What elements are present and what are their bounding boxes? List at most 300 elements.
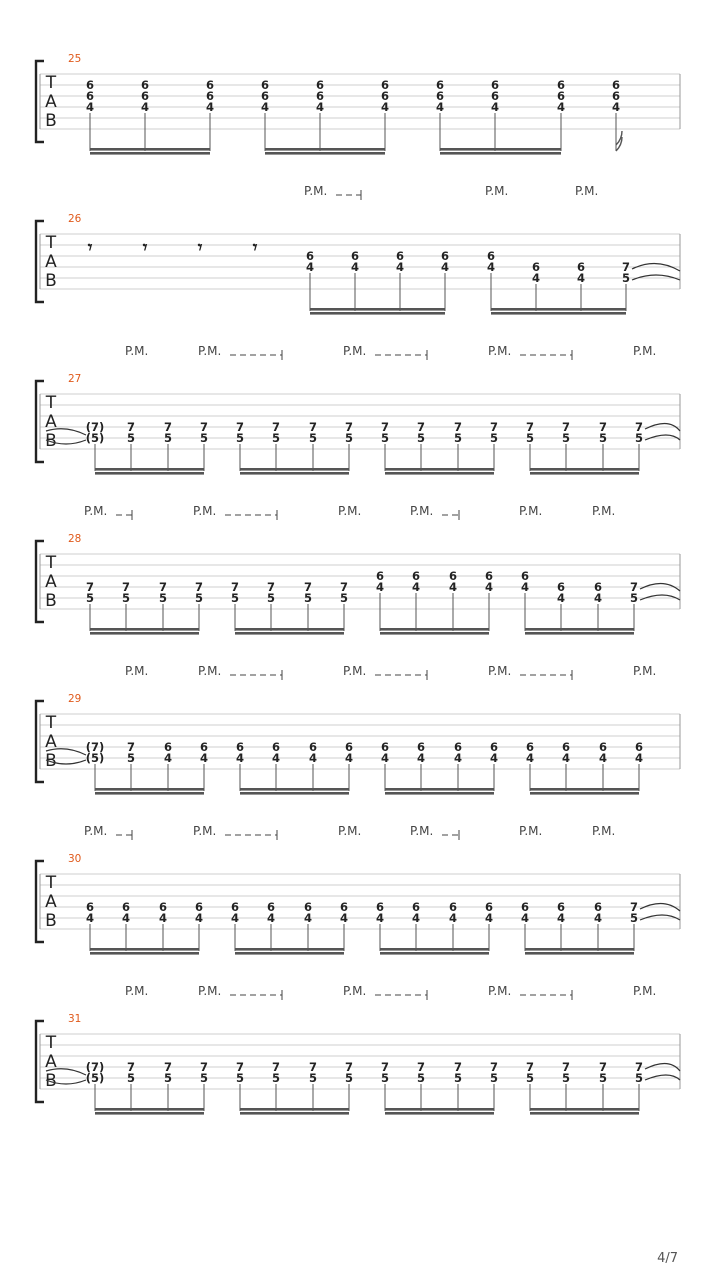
beam [95, 472, 204, 475]
fret-number: (7) [85, 420, 105, 434]
fret-number: 7 [489, 1060, 499, 1074]
fret-number: 4 [411, 911, 421, 925]
beam [310, 312, 445, 315]
fret-number: 4 [440, 260, 450, 274]
fret-number: 6 [435, 78, 445, 92]
fret-number: 6 [411, 569, 421, 583]
fret-number: 7 [235, 420, 245, 434]
fret-number: 4 [593, 591, 603, 605]
fret-number: 6 [556, 89, 566, 103]
beam [525, 952, 634, 955]
fret-number: 5 [308, 1071, 318, 1085]
fret-number: 4 [344, 751, 354, 765]
fret-number: 6 [561, 740, 571, 754]
fret-number: 5 [629, 591, 639, 605]
fret-number: 4 [350, 260, 360, 274]
tab-system [36, 504, 680, 635]
palm-mute-label: P.M. [488, 344, 512, 358]
fret-number: 4 [634, 751, 644, 765]
fret-number: 6 [85, 78, 95, 92]
tab-clef-letter: T [45, 393, 57, 413]
fret-number: 4 [395, 260, 405, 274]
fret-number: 7 [561, 1060, 571, 1074]
fret-number: 6 [235, 740, 245, 754]
measure-number: 26 [68, 213, 82, 225]
fret-number: 6 [163, 740, 173, 754]
beam [440, 152, 561, 155]
fret-number: 7 [126, 740, 136, 754]
fret-number: 4 [375, 580, 385, 594]
fret-number: 4 [486, 260, 496, 274]
palm-mute-label: P.M. [485, 184, 509, 198]
fret-number: 4 [561, 751, 571, 765]
fret-number: 7 [271, 420, 281, 434]
tab-clef-letter: B [45, 431, 57, 451]
fret-number: 5 [561, 431, 571, 445]
fret-number: 6 [525, 740, 535, 754]
fret-number: 6 [308, 740, 318, 754]
fret-number: 7 [416, 1060, 426, 1074]
fret-number: 4 [85, 100, 95, 114]
fret-number: 6 [260, 78, 270, 92]
beam [240, 1108, 349, 1111]
fret-number: 7 [235, 1060, 245, 1074]
fret-number: 4 [271, 751, 281, 765]
beam [525, 628, 634, 631]
fret-number: 6 [158, 900, 168, 914]
fret-number: 4 [235, 751, 245, 765]
fret-number: 5 [525, 1071, 535, 1085]
fret-number: 5 [598, 1071, 608, 1085]
beam [265, 152, 385, 155]
beam [95, 788, 204, 791]
fret-number: 5 [634, 1071, 644, 1085]
palm-mute-label: P.M. [304, 184, 328, 198]
fret-number: 6 [593, 580, 603, 594]
beam [240, 468, 349, 471]
tab-clef-letter: T [45, 873, 57, 893]
fret-number: 4 [576, 271, 586, 285]
palm-mute-label: P.M. [338, 824, 362, 838]
fret-number: 5 [126, 1071, 136, 1085]
fret-number: 4 [484, 911, 494, 925]
fret-number: 4 [435, 100, 445, 114]
fret-number: 4 [303, 911, 313, 925]
eighth-rest: 𝄾 [142, 238, 148, 258]
fret-number: 7 [308, 1060, 318, 1074]
fret-number: 6 [344, 740, 354, 754]
fret-number: 5 [489, 1071, 499, 1085]
fret-number: 7 [416, 420, 426, 434]
fret-number: (5) [85, 1071, 105, 1085]
palm-mute-label: P.M. [193, 824, 217, 838]
palm-mute-label: P.M. [519, 824, 543, 838]
beam [385, 1108, 494, 1111]
fret-number: 6 [484, 569, 494, 583]
beam [90, 948, 199, 951]
fret-number: 5 [235, 431, 245, 445]
tab-system [36, 184, 680, 315]
fret-number: 5 [621, 271, 631, 285]
eighth-rest: 𝄾 [252, 238, 258, 258]
beam [440, 148, 561, 151]
measure-number: 25 [68, 53, 82, 65]
fret-number: 6 [271, 740, 281, 754]
beam [265, 148, 385, 151]
tab-clef-letter: B [45, 751, 57, 771]
beam [235, 628, 344, 631]
palm-mute-label: P.M. [125, 984, 149, 998]
fret-number: 4 [158, 911, 168, 925]
fret-number: 6 [611, 78, 621, 92]
fret-number: 6 [484, 900, 494, 914]
fret-number: 6 [489, 740, 499, 754]
fret-number: 7 [634, 1060, 644, 1074]
palm-mute-label: P.M. [84, 824, 108, 838]
fret-number: 7 [199, 420, 209, 434]
fret-number: 6 [556, 580, 566, 594]
beam [385, 472, 494, 475]
fret-number: 6 [490, 78, 500, 92]
palm-mute-label: P.M. [84, 504, 108, 518]
fret-number: 6 [85, 89, 95, 103]
tab-clef-letter: T [45, 553, 57, 573]
fret-number: 7 [598, 420, 608, 434]
beam [385, 788, 494, 791]
palm-mute-label: P.M. [125, 664, 149, 678]
measure-number: 29 [68, 693, 82, 705]
tab-clef-letter: B [45, 911, 57, 931]
beam [491, 312, 626, 315]
fret-number: 5 [230, 591, 240, 605]
fret-number: 4 [520, 580, 530, 594]
beam [530, 472, 639, 475]
fret-number: 4 [140, 100, 150, 114]
fret-number: 4 [556, 100, 566, 114]
beam [310, 308, 445, 311]
fret-number: 7 [380, 1060, 390, 1074]
tab-system [36, 984, 680, 1115]
palm-mute-label: P.M. [519, 504, 543, 518]
fret-number: 4 [556, 911, 566, 925]
fret-number: 6 [339, 900, 349, 914]
fret-number: 4 [380, 751, 390, 765]
fret-number: 4 [520, 911, 530, 925]
fret-number: 5 [85, 591, 95, 605]
palm-mute-label: P.M. [410, 824, 434, 838]
beam [235, 632, 344, 635]
fret-number: 4 [194, 911, 204, 925]
fret-number: 5 [339, 591, 349, 605]
tab-clef-letter: A [45, 252, 57, 272]
fret-number: 5 [629, 911, 639, 925]
fret-number: 7 [380, 420, 390, 434]
fret-number: 5 [525, 431, 535, 445]
fret-number: 6 [593, 900, 603, 914]
fret-number: 6 [380, 89, 390, 103]
fret-number: 7 [303, 580, 313, 594]
fret-number: 5 [489, 431, 499, 445]
fret-number: 4 [411, 580, 421, 594]
palm-mute-label: P.M. [575, 184, 599, 198]
fret-number: 7 [121, 580, 131, 594]
fret-number: 6 [448, 569, 458, 583]
measure-number: 27 [68, 373, 82, 385]
fret-number: 4 [380, 100, 390, 114]
fret-number: 7 [629, 900, 639, 914]
fret-number: 4 [315, 100, 325, 114]
tab-system [36, 344, 680, 475]
fret-number: 5 [416, 1071, 426, 1085]
fret-number: 6 [576, 260, 586, 274]
tab-clef-letter: A [45, 732, 57, 752]
beam [530, 788, 639, 791]
fret-number: 6 [315, 89, 325, 103]
beam [95, 1112, 204, 1115]
fret-number: 4 [416, 751, 426, 765]
tab-clef-letter: B [45, 591, 57, 611]
beam [90, 628, 199, 631]
palm-mute-label: P.M. [338, 504, 362, 518]
fret-number: 6 [453, 740, 463, 754]
fret-number: 7 [163, 1060, 173, 1074]
measure-number: 30 [68, 853, 82, 865]
fret-number: 6 [520, 569, 530, 583]
fret-number: 6 [85, 900, 95, 914]
palm-mute-label: P.M. [198, 664, 222, 678]
fret-number: 5 [163, 1071, 173, 1085]
palm-mute-label: P.M. [198, 344, 222, 358]
tab-clef-letter: A [45, 1052, 57, 1072]
fret-number: 4 [121, 911, 131, 925]
tab-system [36, 664, 680, 795]
fret-number: 7 [230, 580, 240, 594]
beam [385, 1112, 494, 1115]
fret-number: 6 [395, 249, 405, 263]
palm-mute-label: P.M. [198, 984, 222, 998]
beam [525, 632, 634, 635]
fret-number: 4 [308, 751, 318, 765]
fret-number: 6 [380, 78, 390, 92]
fret-number: 7 [344, 1060, 354, 1074]
fret-number: 6 [490, 89, 500, 103]
palm-mute-label: P.M. [633, 984, 657, 998]
fret-number: 5 [126, 751, 136, 765]
fret-number: 7 [598, 1060, 608, 1074]
fret-number: (7) [85, 1060, 105, 1074]
tab-system [36, 53, 680, 155]
beam [530, 468, 639, 471]
eighth-rest: 𝄾 [197, 238, 203, 258]
beam [95, 792, 204, 795]
tab-clef-letter: B [45, 111, 57, 131]
fret-number: 6 [440, 249, 450, 263]
fret-number: 7 [126, 420, 136, 434]
fret-number: 4 [531, 271, 541, 285]
tab-clef-letter: B [45, 271, 57, 291]
fret-number: 6 [411, 900, 421, 914]
beam [240, 788, 349, 791]
beam [530, 1112, 639, 1115]
beam [90, 632, 199, 635]
palm-mute-label: P.M. [633, 344, 657, 358]
beam [380, 952, 489, 955]
fret-number: 6 [375, 900, 385, 914]
palm-mute-label: P.M. [488, 664, 512, 678]
fret-number: 4 [266, 911, 276, 925]
palm-mute-label: P.M. [343, 984, 367, 998]
fret-number: 4 [230, 911, 240, 925]
fret-number: 7 [126, 1060, 136, 1074]
fret-number: 5 [344, 431, 354, 445]
fret-number: 6 [486, 249, 496, 263]
fret-number: 7 [634, 420, 644, 434]
fret-number: 6 [416, 740, 426, 754]
fret-number: 5 [453, 431, 463, 445]
fret-number: 5 [344, 1071, 354, 1085]
fret-number: 6 [611, 89, 621, 103]
fret-number: 4 [525, 751, 535, 765]
fret-number: 6 [435, 89, 445, 103]
fret-number: 5 [271, 1071, 281, 1085]
fret-number: 7 [621, 260, 631, 274]
tab-clef-letter: T [45, 233, 57, 253]
tab-clef-letter: T [45, 1033, 57, 1053]
beam [491, 308, 626, 311]
fret-number: 4 [260, 100, 270, 114]
fret-number: 6 [556, 78, 566, 92]
fret-number: 5 [271, 431, 281, 445]
fret-number: 7 [158, 580, 168, 594]
beam [530, 792, 639, 795]
fret-number: 6 [556, 900, 566, 914]
fret-number: 5 [303, 591, 313, 605]
fret-number: 7 [629, 580, 639, 594]
fret-number: 4 [453, 751, 463, 765]
fret-number: 4 [85, 911, 95, 925]
fret-number: 4 [598, 751, 608, 765]
palm-mute-label: P.M. [592, 504, 616, 518]
fret-number: 5 [598, 431, 608, 445]
fret-number: 5 [308, 431, 318, 445]
tab-clef-letter: T [45, 713, 57, 733]
measure-number: 31 [68, 1013, 82, 1025]
fret-number: 5 [199, 1071, 209, 1085]
fret-number: 4 [199, 751, 209, 765]
measure-number: 28 [68, 533, 82, 545]
palm-mute-label: P.M. [125, 344, 149, 358]
beam [90, 152, 210, 155]
tab-clef-letter: A [45, 412, 57, 432]
fret-number: 7 [308, 420, 318, 434]
fret-number: 5 [158, 591, 168, 605]
beam [385, 468, 494, 471]
beam [240, 1112, 349, 1115]
fret-number: 6 [634, 740, 644, 754]
fret-number: 4 [205, 100, 215, 114]
beam [235, 952, 344, 955]
beam [235, 948, 344, 951]
fret-number: 6 [199, 740, 209, 754]
fret-number: 4 [593, 911, 603, 925]
fret-number: 7 [199, 1060, 209, 1074]
beam [90, 952, 199, 955]
beam [380, 632, 489, 635]
beam [380, 628, 489, 631]
fret-number: 5 [561, 1071, 571, 1085]
fret-number: 6 [375, 569, 385, 583]
tab-clef-letter: A [45, 572, 57, 592]
fret-number: 6 [520, 900, 530, 914]
fret-number: 5 [126, 431, 136, 445]
fret-number: 7 [266, 580, 276, 594]
fret-number: 4 [490, 100, 500, 114]
fret-number: 5 [634, 431, 644, 445]
fret-number: 5 [199, 431, 209, 445]
tab-clef-letter: B [45, 1071, 57, 1091]
fret-number: (7) [85, 740, 105, 754]
beam [95, 468, 204, 471]
fret-number: 4 [305, 260, 315, 274]
fret-number: 4 [339, 911, 349, 925]
fret-number: 4 [556, 591, 566, 605]
fret-number: 5 [416, 431, 426, 445]
beam [530, 1108, 639, 1111]
beam [380, 948, 489, 951]
fret-number: 5 [235, 1071, 245, 1085]
fret-number: 5 [194, 591, 204, 605]
eighth-rest: 𝄾 [87, 238, 93, 258]
fret-number: 5 [453, 1071, 463, 1085]
palm-mute-label: P.M. [410, 504, 434, 518]
fret-number: 6 [531, 260, 541, 274]
fret-number: 4 [611, 100, 621, 114]
fret-number: 7 [85, 580, 95, 594]
beam [90, 148, 210, 151]
fret-number: 6 [140, 89, 150, 103]
fret-number: (5) [85, 431, 105, 445]
tab-clef-letter: A [45, 892, 57, 912]
fret-number: 7 [561, 420, 571, 434]
fret-number: 5 [121, 591, 131, 605]
fret-number: 7 [271, 1060, 281, 1074]
beam [95, 1108, 204, 1111]
palm-mute-label: P.M. [633, 664, 657, 678]
fret-number: 6 [350, 249, 360, 263]
palm-mute-label: P.M. [488, 984, 512, 998]
fret-number: 6 [121, 900, 131, 914]
tab-system [36, 824, 680, 955]
fret-number: 7 [453, 420, 463, 434]
fret-number: 4 [484, 580, 494, 594]
fret-number: 7 [525, 420, 535, 434]
fret-number: 7 [525, 1060, 535, 1074]
fret-number: 6 [448, 900, 458, 914]
fret-number: 4 [375, 911, 385, 925]
fret-number: 6 [315, 78, 325, 92]
fret-number: 6 [194, 900, 204, 914]
beam [385, 792, 494, 795]
beam [240, 792, 349, 795]
palm-mute-label: P.M. [592, 824, 616, 838]
fret-number: 6 [230, 900, 240, 914]
palm-mute-label: P.M. [193, 504, 217, 518]
fret-number: 6 [140, 78, 150, 92]
fret-number: 4 [163, 751, 173, 765]
fret-number: 6 [303, 900, 313, 914]
fret-number: 4 [448, 580, 458, 594]
fret-number: 6 [205, 78, 215, 92]
